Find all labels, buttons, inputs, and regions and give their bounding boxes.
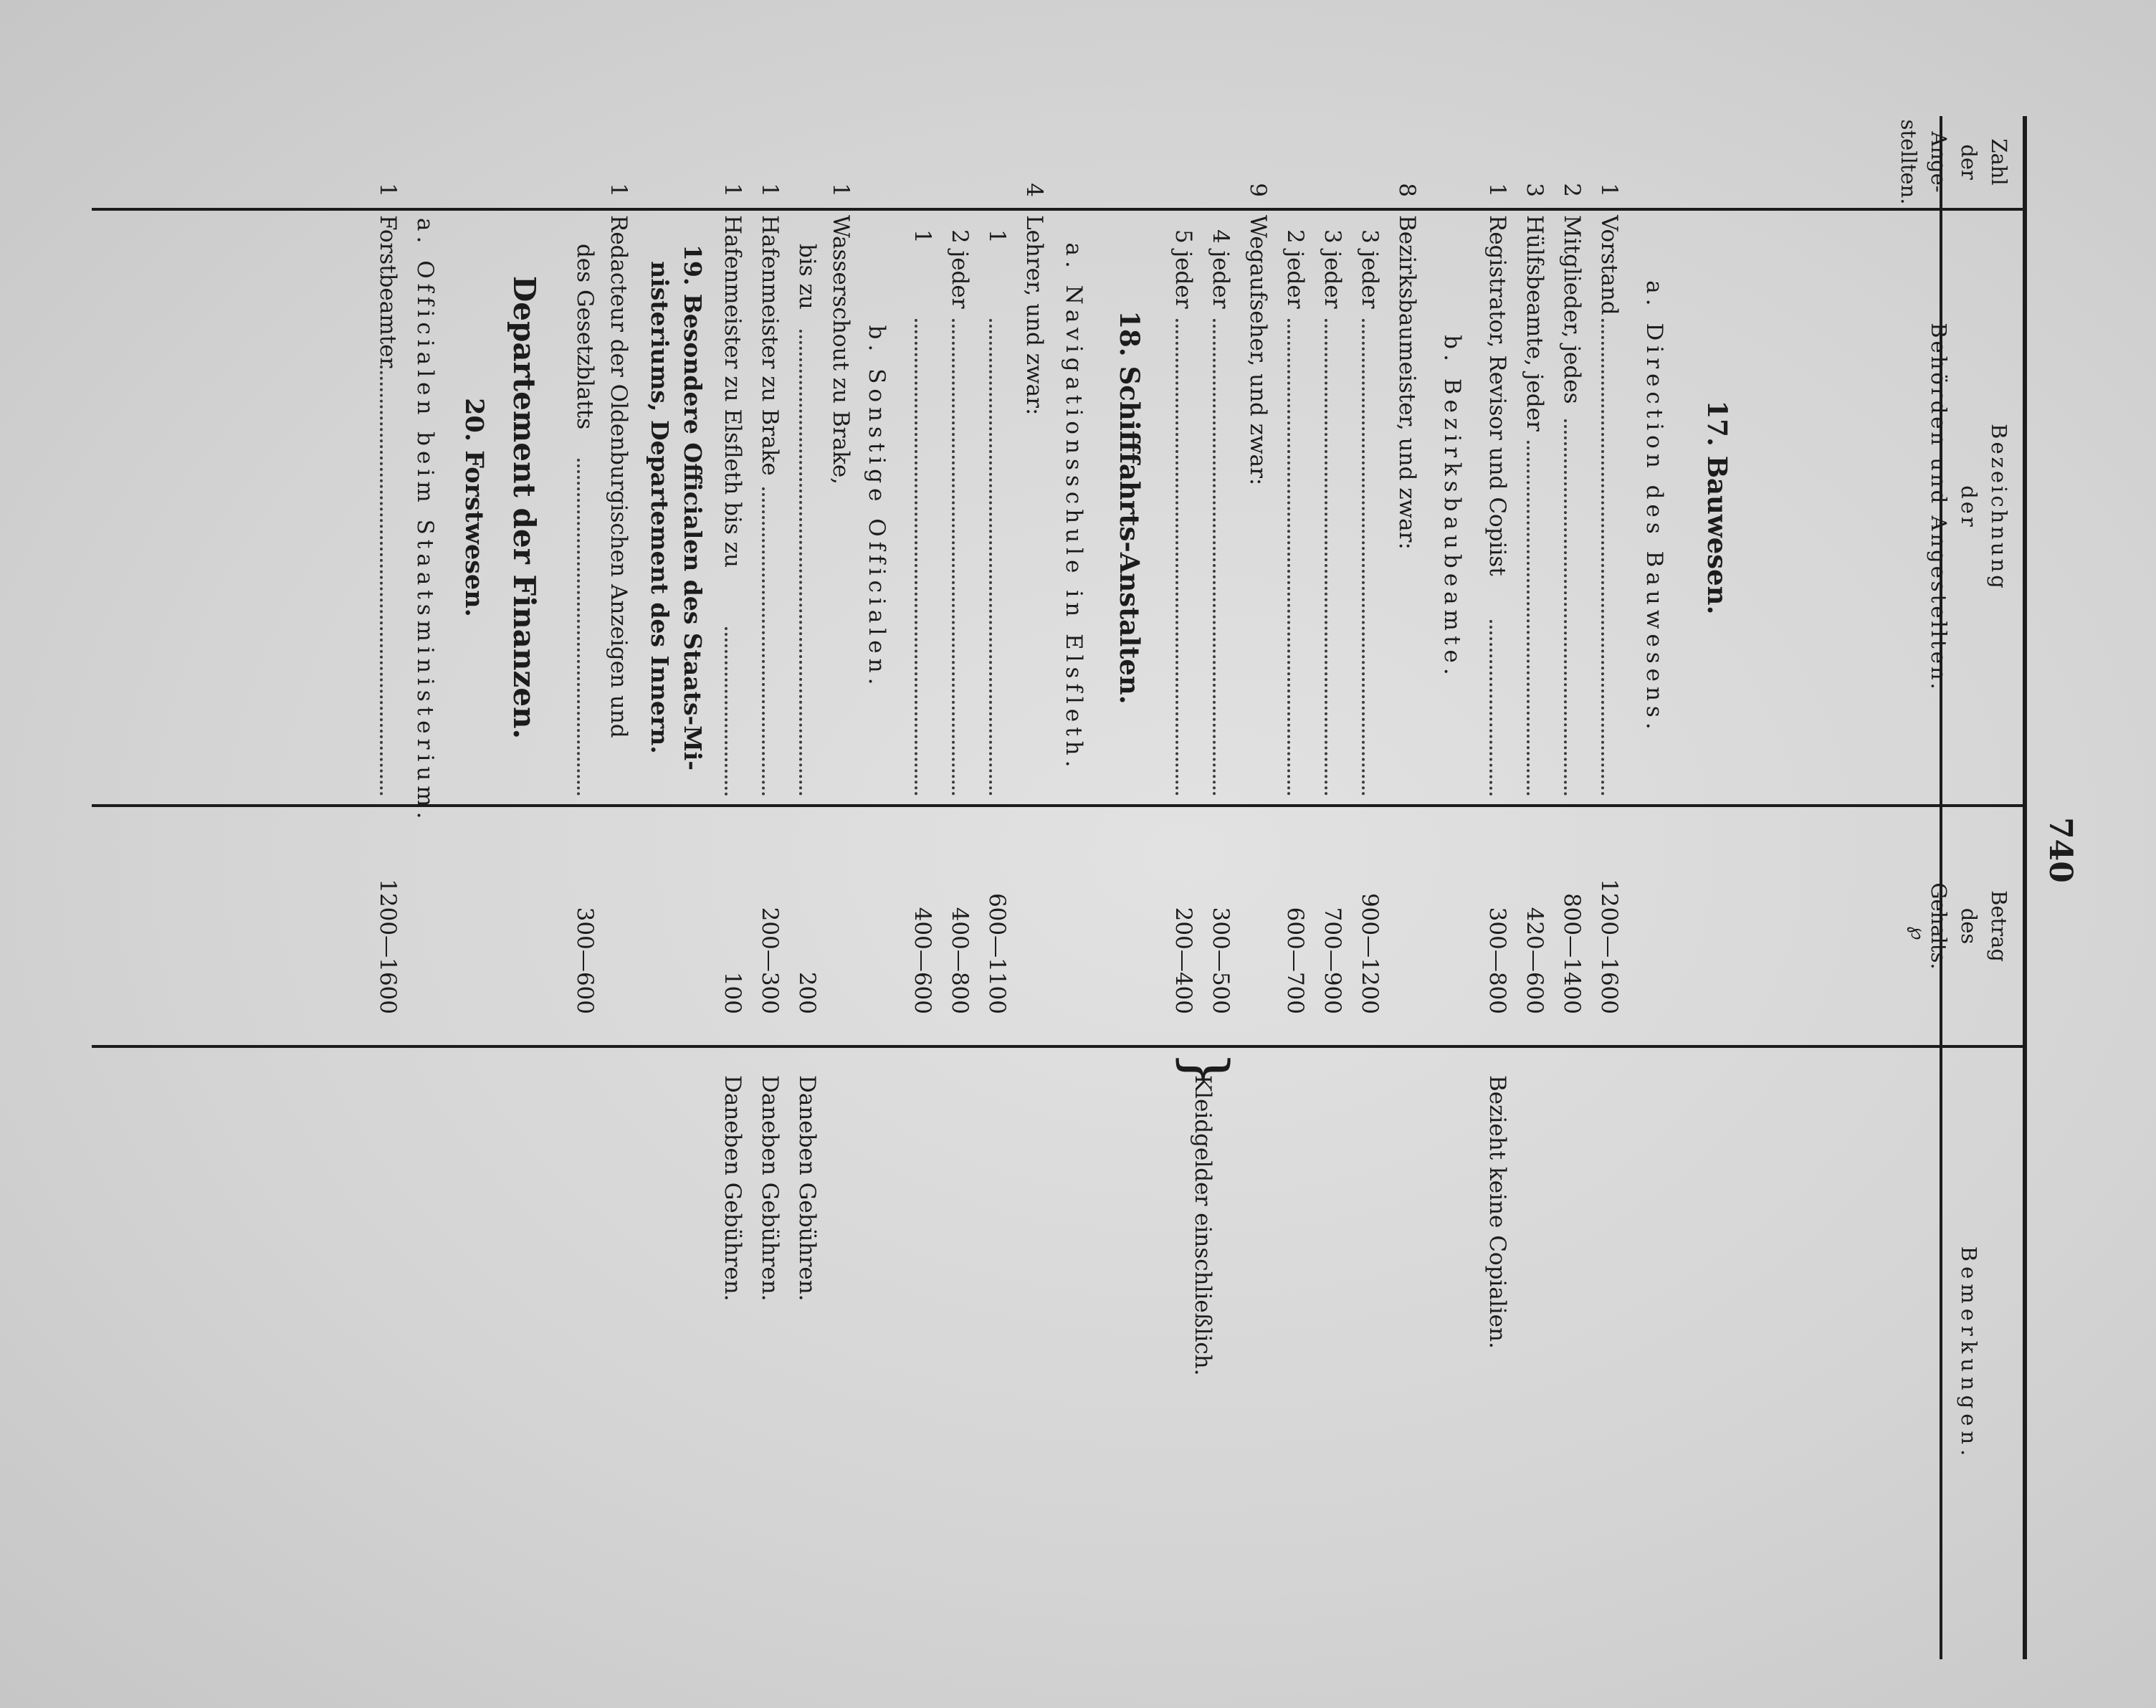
row-label: Redacteur der Oldenburgischen Anzeigen und xyxy=(606,215,631,738)
section-18a-title: a. Navigationsschule in Elsfleth. xyxy=(1061,242,1087,773)
amount-cell: 1200—1600 xyxy=(1596,879,1622,1014)
amount-cell: 700—900 xyxy=(1320,907,1345,1014)
leader-dots xyxy=(1175,319,1178,796)
header-count: Zahl der Ange- stellten. xyxy=(1897,119,2011,205)
row-label: 2 jeder xyxy=(947,229,973,309)
amount-cell: 200 xyxy=(794,971,820,1014)
leader-dots xyxy=(1527,441,1530,796)
row-label: Lehrer, und zwar: xyxy=(1021,215,1047,416)
count-cell: 1 xyxy=(720,183,745,197)
leader-dots xyxy=(1489,620,1492,796)
count-cell: 1 xyxy=(757,183,783,197)
amount-cell: 420—600 xyxy=(1522,907,1547,1014)
amount-cell: 300—500 xyxy=(1208,907,1234,1014)
count-cell: 4 xyxy=(1021,183,1047,197)
column-rule-3 xyxy=(92,1045,2027,1048)
count-cell: 1 xyxy=(375,183,401,197)
leader-dots xyxy=(380,366,383,796)
leader-dots xyxy=(725,627,728,796)
row-label-continuation: bis zu xyxy=(794,244,820,310)
leader-dots xyxy=(799,330,802,796)
leader-dots xyxy=(989,319,992,796)
amount-cell: 200—300 xyxy=(757,907,783,1014)
curly-brace: } xyxy=(1171,1051,1239,1089)
amount-cell: 600—700 xyxy=(1282,907,1308,1014)
row-label: 5 jeder xyxy=(1170,229,1196,309)
leader-dots xyxy=(1213,319,1216,796)
row-label: Hafenmeister zu Elsfleth bis zu xyxy=(720,215,745,568)
amount-cell: 400—800 xyxy=(947,907,973,1014)
row-label: 2 jeder xyxy=(1282,229,1308,309)
row-label: Registrator, Revisor und Copiist xyxy=(1484,215,1510,576)
amount-cell: 300—600 xyxy=(572,907,598,1014)
column-rule-2 xyxy=(92,804,2027,807)
section-19-title-line1: 19. Besondere Officialen des Staats-Mi- xyxy=(679,244,707,770)
leader-dots xyxy=(915,319,917,796)
header-remarks: Bemerkungen. xyxy=(1957,1246,1981,1461)
remark-cell: Daneben Gebühren. xyxy=(794,1075,820,1302)
row-label: 3 jeder xyxy=(1357,229,1383,309)
department-title: Departement der Finanzen. xyxy=(507,275,542,740)
row-label-continuation: des Gesetzblatts xyxy=(572,244,598,430)
amount-cell: 900—1200 xyxy=(1357,892,1383,1014)
section-17-title: 17. Bauwesen. xyxy=(1702,400,1733,615)
count-cell: 8 xyxy=(1394,183,1420,197)
section-20a-title: a. Officialen beim Staatsministerium. xyxy=(412,218,438,824)
leader-dots xyxy=(1325,319,1327,796)
leader-dots xyxy=(1362,319,1365,796)
section-20-title: 20. Forstwesen. xyxy=(459,398,489,617)
count-cell: 3 xyxy=(1522,183,1547,197)
section-18-title: 18. Schifffahrts-Anstalten. xyxy=(1114,310,1145,705)
amount-cell: 300—800 xyxy=(1484,907,1510,1014)
row-label: Bezirksbaumeister, und zwar: xyxy=(1394,215,1420,550)
row-label: Wasserschout zu Brake, xyxy=(828,215,854,485)
count-cell: 2 xyxy=(1559,183,1585,197)
header-amount: Betrag des Gehalts. xyxy=(1927,882,2011,970)
amount-cell: 100 xyxy=(720,971,745,1014)
count-cell: 1 xyxy=(1596,183,1622,197)
count-cell: 9 xyxy=(1245,183,1271,197)
remark-cell: Daneben Gebühren. xyxy=(720,1075,745,1302)
page-number: 740 xyxy=(2042,817,2079,883)
row-label: 4 jeder xyxy=(1208,229,1234,309)
currency-mark: ℘ xyxy=(1907,926,1930,940)
leader-dots xyxy=(1564,419,1567,796)
header-designation: Bezeichnung der Behörden und Angestellten. xyxy=(1927,323,2011,692)
leader-dots xyxy=(1287,319,1290,796)
amount-cell: 600—1100 xyxy=(984,892,1010,1014)
count-cell: 1 xyxy=(1484,183,1510,197)
remark-cell: Kleidgelder einschließlich. xyxy=(1190,1075,1216,1376)
row-label: Hülfsbeamte, jeder xyxy=(1522,215,1547,431)
amount-cell: 800—1400 xyxy=(1559,892,1585,1014)
leader-dots xyxy=(1601,319,1604,796)
row-label: Mitglieder, jedes xyxy=(1559,215,1585,404)
amount-cell: 200—400 xyxy=(1170,907,1196,1014)
row-label: 1 xyxy=(910,229,935,244)
count-cell: 1 xyxy=(828,183,854,197)
amount-cell: 400—600 xyxy=(910,907,935,1014)
top-rule xyxy=(2023,116,2027,1659)
amount-cell: 1200—1600 xyxy=(375,879,401,1014)
leader-dots xyxy=(762,487,765,796)
section-19-title-line2: nisteriums, Departement des Innern. xyxy=(646,261,674,754)
section-17a-title: a. Direction des Bauwesens. xyxy=(1641,280,1667,735)
row-label: Wegaufseher, und zwar: xyxy=(1245,215,1271,486)
row-label: 1 xyxy=(984,229,1010,244)
section-17b-title: b. Bezirksbaubeamte. xyxy=(1439,335,1465,680)
count-cell: 1 xyxy=(606,183,631,197)
leader-dots xyxy=(952,319,955,796)
row-label: Hafenmeister zu Brake xyxy=(757,215,783,476)
section-18b-title: b. Sonstige Officialen. xyxy=(864,325,889,690)
row-label: Forstbeamter xyxy=(375,215,401,368)
row-label: 3 jeder xyxy=(1320,229,1345,309)
remark-cell: Daneben Gebühren. xyxy=(757,1075,783,1302)
row-label: Vorstand xyxy=(1596,215,1622,315)
remark-cell: Bezieht keine Copialien. xyxy=(1484,1075,1510,1349)
leader-dots xyxy=(577,459,580,796)
